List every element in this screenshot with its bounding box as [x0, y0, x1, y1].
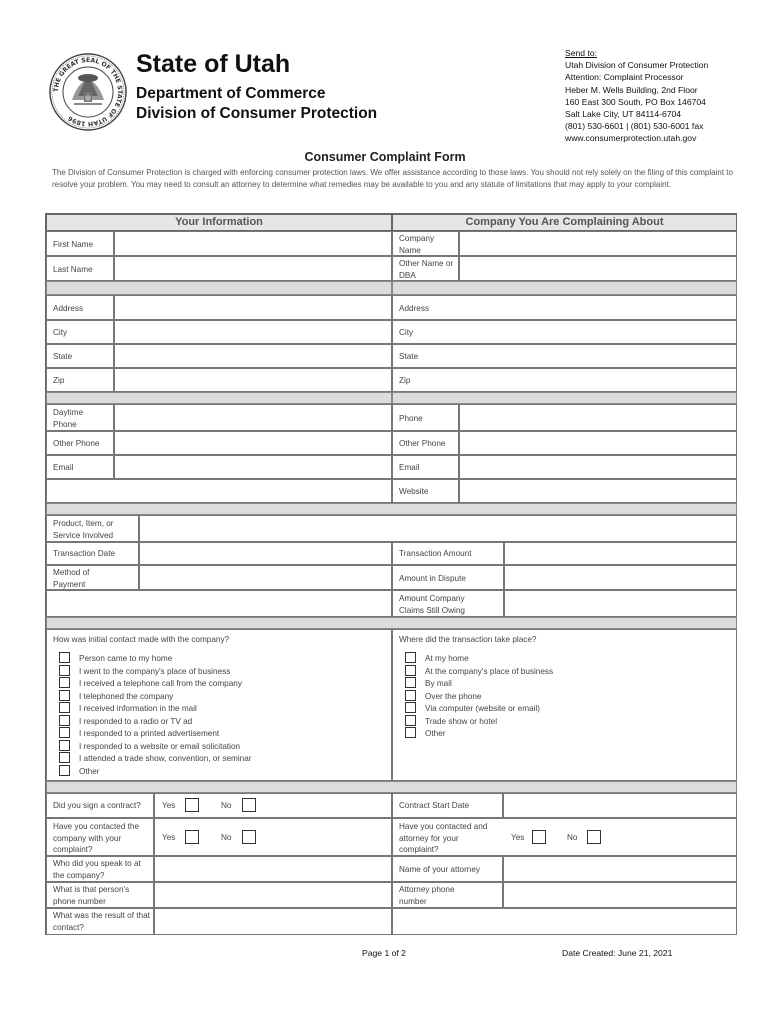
contacted-no-checkbox[interactable] — [242, 830, 256, 844]
amount-dispute-label: Amount in Dispute — [399, 574, 466, 583]
daytime-phone-label-cell — [46, 404, 114, 431]
attorney-phone-label: Attorney phone number — [399, 885, 455, 906]
send-to-line: (801) 530-6601 | (801) 530-6001 fax — [565, 121, 704, 132]
contact-option-label: I received a telephone call from the company — [79, 679, 242, 688]
contacted-attorney-label: Have you contacted and attorney for your complaint? — [399, 822, 488, 854]
contact-result-field[interactable] — [154, 908, 392, 935]
place-option-checkbox[interactable] — [405, 715, 416, 726]
company-name-label-cell — [392, 231, 459, 256]
contact-option-checkbox[interactable] — [59, 690, 70, 701]
place-option-checkbox[interactable] — [405, 702, 416, 713]
state-field[interactable] — [114, 344, 392, 368]
company-address-field[interactable] — [392, 295, 737, 320]
department-name — [136, 84, 377, 124]
first-name-label: First Name — [53, 240, 94, 249]
blank-row — [46, 479, 392, 503]
place-option-checkbox[interactable] — [405, 727, 416, 738]
place-option-checkbox[interactable] — [405, 665, 416, 676]
page-number: Page 1 of 2 — [362, 948, 406, 958]
product-label-cell — [46, 515, 139, 542]
address-label-cell — [46, 295, 114, 320]
date-created: Date Created: June 21, 2021 — [562, 948, 673, 958]
initial-contact-question: How was initial contact made with the company? — [53, 635, 230, 644]
payment-method-label-cell — [46, 565, 139, 590]
company-email-field[interactable] — [459, 455, 737, 479]
contract-signed-choice — [154, 793, 392, 818]
contacted-company-label: Have you contacted the company with your complaint? — [53, 822, 140, 854]
place-option-label: At the company's place of business — [425, 666, 554, 676]
other-name-label: Other Name or DBA — [399, 259, 454, 280]
contact-option-label: I responded to a website or email solicitation — [79, 741, 241, 751]
attorney-no-checkbox[interactable] — [587, 830, 601, 844]
contract-start-label-cell — [392, 793, 503, 818]
daytime-phone-field[interactable] — [114, 404, 392, 431]
blank-cell — [392, 908, 737, 935]
company-city-field[interactable] — [392, 320, 737, 344]
contact-option-checkbox[interactable] — [59, 665, 70, 676]
payment-method-field[interactable] — [139, 565, 392, 590]
transaction-amount-label-cell — [392, 542, 504, 565]
person-phone-label: What is that person's phone number — [53, 885, 130, 906]
yes-label: Yes — [511, 833, 525, 842]
company-name-label: Company Name — [399, 234, 435, 255]
send-to-line: Heber M. Wells Building, 2nd Floor — [565, 84, 698, 95]
utah-seal-logo — [48, 52, 128, 132]
company-other-phone-field[interactable] — [459, 431, 737, 455]
spoke-to-field[interactable] — [154, 856, 392, 882]
transaction-date-label-cell — [46, 542, 139, 565]
contact-option-checkbox[interactable] — [59, 765, 70, 776]
no-label: No — [221, 801, 232, 810]
state-label: State — [53, 352, 73, 361]
spoke-to-label-cell — [46, 856, 154, 882]
city-field[interactable] — [114, 320, 392, 344]
last-name-label-cell — [46, 256, 114, 281]
last-name-field[interactable] — [114, 256, 392, 281]
company-website-label-cell — [392, 479, 459, 503]
division-line: Division of Consumer Protection — [136, 105, 378, 122]
amount-owing-label: Amount Company Claims Still Owing — [399, 594, 465, 615]
place-option-label: By mail — [425, 679, 452, 688]
company-phone-label-cell — [392, 404, 459, 431]
zip-label-cell — [46, 368, 114, 392]
first-name-label-cell — [46, 231, 114, 256]
address-label: Address — [53, 304, 84, 313]
contact-option-label: I responded to a radio or TV ad — [79, 716, 193, 726]
email-label-cell — [46, 455, 114, 479]
contract-signed-label: Did you sign a contract? — [53, 801, 141, 810]
other-name-label-cell — [392, 256, 459, 281]
contacted-company-choice — [154, 818, 392, 856]
contact-option-label: I attended a trade show, convention, or seminar — [79, 754, 252, 763]
contact-option-checkbox[interactable] — [59, 677, 70, 688]
company-other-phone-label: Other Phone — [399, 439, 446, 448]
company-address-label: Address — [399, 304, 430, 313]
spoke-to-label: Who did you speak to at the company? — [53, 859, 141, 880]
yes-label: Yes — [162, 833, 176, 842]
company-email-label-cell — [392, 455, 459, 479]
intro-text: The Division of Consumer Protection is charged with enforcing consumer protection laws. We offer assistance according to those laws. You should not rely solely on the filing of this complaint to resolve your problem. You may need to consult an attorney to determine what remedies may be available to you and any statute of limitations that may apply to your complaint. — [52, 168, 733, 189]
send-to-line: Utah Division of Consumer Protection — [565, 60, 709, 71]
department-line: Department of Commerce — [136, 85, 326, 102]
complaint-form — [45, 213, 737, 935]
contact-option-label: I went to the company's place of business — [79, 666, 231, 676]
place-option-label: Trade show or hotel — [425, 716, 498, 726]
contacted-yes-checkbox[interactable] — [185, 830, 199, 844]
amount-owing-field[interactable] — [504, 590, 737, 617]
city-label: City — [53, 328, 68, 337]
company-website-field[interactable] — [459, 479, 737, 503]
company-other-phone-label-cell — [392, 431, 459, 455]
person-phone-field[interactable] — [154, 882, 392, 908]
attorney-phone-field[interactable] — [503, 882, 737, 908]
section-company-info: Company You Are Complaining About — [392, 214, 737, 231]
transaction-place-panel — [392, 629, 737, 781]
last-name-label: Last Name — [53, 265, 93, 274]
attorney-yes-checkbox[interactable] — [532, 830, 546, 844]
page-title: State of Utah — [136, 50, 291, 78]
place-option-label: Other — [425, 729, 446, 738]
amount-owing-label-cell — [392, 590, 504, 617]
place-option-checkbox[interactable] — [405, 690, 416, 701]
person-phone-label-cell — [46, 882, 154, 908]
transaction-amount-label: Transaction Amount — [399, 549, 472, 558]
company-state-label: State — [399, 352, 419, 361]
email-label: Email — [53, 463, 74, 472]
company-name-field[interactable] — [459, 231, 737, 256]
contacted-attorney-row — [392, 818, 737, 856]
transaction-amount-field[interactable] — [504, 542, 737, 565]
contact-result-label: What was the result of that contact? — [53, 911, 150, 932]
attorney-name-label-cell — [392, 856, 503, 882]
contract-no-checkbox[interactable] — [242, 798, 256, 812]
form-title: Consumer Complaint Form — [304, 150, 466, 164]
company-city-label: City — [399, 328, 414, 337]
state-label-cell — [46, 344, 114, 368]
row-spacer — [392, 281, 737, 295]
place-option-label: Via computer (website or email) — [425, 704, 540, 713]
daytime-phone-label: Daytime Phone — [53, 408, 84, 429]
company-website-label: Website — [399, 487, 429, 496]
contact-option-checkbox[interactable] — [59, 702, 70, 713]
transaction-date-field[interactable] — [139, 542, 392, 565]
contact-option-checkbox[interactable] — [59, 715, 70, 726]
send-to-block — [565, 47, 708, 145]
address-field[interactable] — [114, 295, 392, 320]
other-phone-field[interactable] — [114, 431, 392, 455]
section-divider — [46, 503, 737, 515]
contract-yes-checkbox[interactable] — [185, 798, 199, 812]
other-phone-label-cell — [46, 431, 114, 455]
other-phone-label: Other Phone — [53, 439, 100, 448]
attorney-name-field[interactable] — [503, 856, 737, 882]
svg-text:THE GREAT SEAL OF THE STATE OF: THE GREAT SEAL OF THE STATE OF UTAH 1896 — [52, 56, 124, 128]
company-zip-field[interactable] — [392, 368, 737, 392]
contact-option-label: I responded to a printed advertisement — [79, 729, 220, 738]
row-spacer — [46, 281, 392, 295]
contract-signed-label-cell — [46, 793, 154, 818]
section-divider — [46, 781, 737, 793]
company-phone-label: Phone — [399, 414, 423, 423]
email-field[interactable] — [114, 455, 392, 479]
product-label: Product, Item, or Service Involved — [53, 519, 114, 540]
attorney-name-label: Name of your attorney — [399, 865, 481, 874]
send-to-line: www.consumerprotection.utah.gov — [565, 133, 697, 144]
company-phone-field[interactable] — [459, 404, 737, 431]
contact-option-label: Other — [79, 766, 100, 776]
first-name-field[interactable] — [114, 231, 392, 256]
contact-option-checkbox[interactable] — [59, 740, 70, 751]
place-option-label: At my home — [425, 654, 469, 663]
contract-start-label: Contract Start Date — [399, 801, 470, 810]
no-label: No — [567, 833, 578, 842]
contacted-company-label-cell — [46, 818, 154, 856]
company-zip-label: Zip — [399, 376, 411, 385]
section-your-info: Your Information — [46, 214, 392, 231]
contract-start-field[interactable] — [503, 793, 737, 818]
transaction-place-question: Where did the transaction take place? — [399, 635, 537, 644]
initial-contact-panel — [46, 629, 392, 781]
contact-option-checkbox[interactable] — [59, 727, 70, 738]
no-label: No — [221, 833, 232, 842]
company-state-field[interactable] — [392, 344, 737, 368]
product-field[interactable] — [139, 515, 737, 542]
send-to-line: Salt Lake City, UT 84114-6704 — [565, 109, 682, 120]
transaction-date-label: Transaction Date — [53, 549, 116, 558]
city-label-cell — [46, 320, 114, 344]
contact-option-label: I received information in the mail — [79, 704, 197, 713]
blank-row — [46, 590, 392, 617]
amount-dispute-label-cell — [392, 565, 504, 590]
payment-method-label: Method of Payment — [53, 568, 90, 589]
contact-result-label-cell — [46, 908, 154, 935]
place-option-checkbox[interactable] — [405, 677, 416, 688]
row-spacer — [46, 392, 392, 404]
contact-option-label: I telephoned the company — [79, 691, 174, 701]
contact-option-checkbox[interactable] — [59, 652, 70, 663]
attorney-phone-label-cell — [392, 882, 503, 908]
place-option-checkbox[interactable] — [405, 652, 416, 663]
other-name-field[interactable] — [459, 256, 737, 281]
section-divider — [46, 617, 737, 629]
place-option-label: Over the phone — [425, 691, 482, 701]
company-email-label: Email — [399, 463, 420, 472]
zip-label: Zip — [53, 376, 65, 385]
send-to-line: 160 East 300 South, PO Box 146704 — [565, 96, 706, 107]
contact-option-checkbox[interactable] — [59, 752, 70, 763]
yes-label: Yes — [162, 801, 176, 810]
contact-option-label: Person came to my home — [79, 654, 173, 663]
zip-field[interactable] — [114, 368, 392, 392]
amount-dispute-field[interactable] — [504, 565, 737, 590]
send-to-label: Send to: — [565, 48, 598, 58]
row-spacer — [392, 392, 737, 404]
send-to-line: Attention: Complaint Processor — [565, 72, 684, 83]
